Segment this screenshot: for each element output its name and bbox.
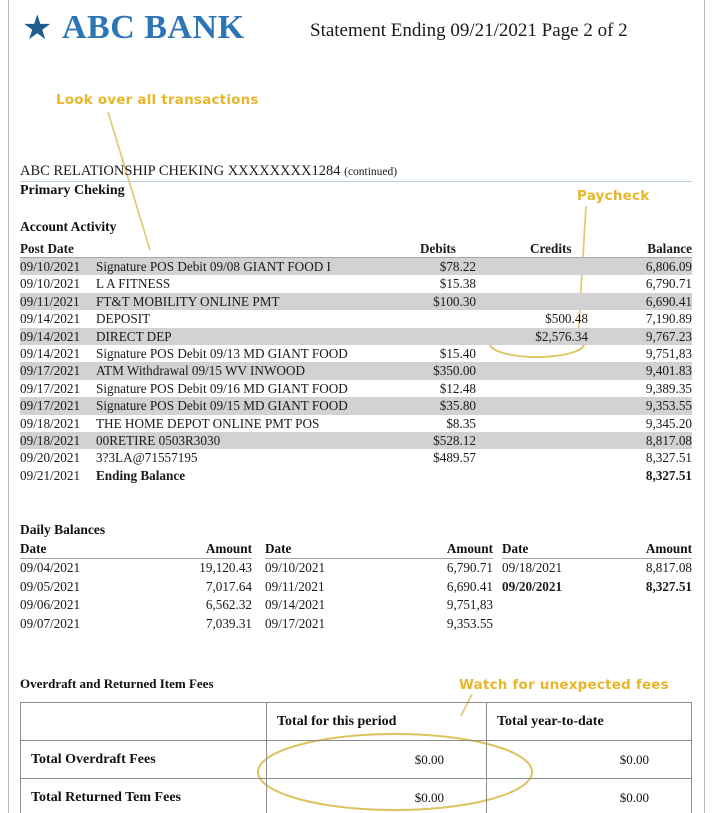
daily-balance-row bbox=[20, 616, 692, 635]
activity-row bbox=[20, 362, 692, 379]
db-col-amount-3: Amount bbox=[645, 541, 692, 556]
annotation-paycheck: Paycheck bbox=[577, 188, 650, 204]
activity-cell-description: 00RETIRE 0503R3030 bbox=[96, 432, 221, 448]
activity-cell-description: DEPOSIT bbox=[96, 311, 151, 327]
fees-header-row bbox=[21, 703, 692, 741]
fees-col-ytd: Total year-to-date bbox=[487, 703, 692, 741]
db-underline-3 bbox=[502, 558, 692, 559]
daily-balance-date: 09/18/2021 bbox=[502, 560, 563, 575]
fees-table bbox=[20, 702, 692, 813]
activity-cell-balance: 9,353.55 bbox=[645, 398, 692, 414]
activity-cell-credit: $500.48 bbox=[545, 311, 588, 327]
daily-balance-date: 09/07/2021 bbox=[20, 615, 81, 631]
activity-cell-date: 09/14/2021 bbox=[20, 311, 81, 327]
activity-cell-description: L A FITNESS bbox=[96, 276, 171, 292]
activity-row bbox=[20, 467, 692, 484]
activity-cell-description: FT&T MOBILITY ONLINE PMT bbox=[96, 293, 280, 309]
primary-checking-label: Primary Cheking bbox=[20, 183, 125, 198]
activity-cell-date: 09/18/2021 bbox=[20, 415, 81, 431]
fees-row-label: Total Returned Tem Fees bbox=[21, 779, 267, 813]
activity-cell-balance: 6,806.09 bbox=[645, 259, 692, 274]
activity-cell-date: 09/11/2021 bbox=[20, 293, 80, 309]
activity-cell-description: Signature POS Debit 09/08 GIANT FOOD I bbox=[96, 259, 331, 274]
activity-cell-description: ATM Withdrawal 09/15 WV INWOOD bbox=[96, 363, 305, 379]
activity-row bbox=[20, 345, 692, 362]
daily-balance-amount: 8,817.08 bbox=[645, 560, 692, 575]
daily-balance-amount: 19,120.43 bbox=[199, 560, 252, 575]
activity-col-post-date: Post Date bbox=[20, 241, 74, 256]
daily-balance-amount: 9,751,83 bbox=[446, 597, 493, 613]
daily-balance-amount: 6,690.41 bbox=[446, 578, 493, 594]
activity-col-debits: Debits bbox=[420, 241, 456, 256]
daily-balance-date: 09/14/2021 bbox=[265, 597, 326, 613]
daily-balance-date: 09/17/2021 bbox=[265, 615, 326, 631]
activity-cell-debit: $8.35 bbox=[446, 415, 476, 431]
activity-cell-date: 09/10/2021 bbox=[20, 276, 81, 292]
activity-row bbox=[20, 275, 692, 292]
daily-balance-row bbox=[20, 597, 692, 616]
activity-cell-balance: 9,389.35 bbox=[645, 380, 692, 396]
db-underline-1 bbox=[20, 558, 252, 559]
statement-ending-label: Statement Ending 09/21/2021 Page 2 of 2 bbox=[310, 20, 628, 41]
fees-row-ytd-value: $0.00 bbox=[487, 779, 692, 813]
daily-balance-amount: 7,017.64 bbox=[205, 578, 252, 594]
activity-cell-date: 09/14/2021 bbox=[20, 328, 81, 344]
activity-cell-date: 09/18/2021 bbox=[20, 432, 81, 448]
statement-header bbox=[0, 0, 720, 60]
activity-cell-debit: $489.57 bbox=[433, 450, 476, 466]
fees-col-period: Total for this period bbox=[267, 703, 487, 741]
activity-cell-description: Signature POS Debit 09/13 MD GIANT FOOD bbox=[96, 345, 348, 361]
account-title-continued: (continued) bbox=[344, 166, 398, 178]
activity-row bbox=[20, 449, 692, 466]
fees-row-period-value: $0.00 bbox=[267, 741, 487, 779]
activity-cell-date: 09/17/2021 bbox=[20, 363, 81, 379]
activity-cell-balance: 9,345.20 bbox=[645, 415, 692, 431]
db-col-amount-1: Amount bbox=[205, 541, 252, 556]
activity-cell-debit: $350.00 bbox=[433, 363, 476, 379]
db-col-date-2: Date bbox=[265, 541, 292, 556]
activity-row bbox=[20, 432, 692, 449]
activity-cell-balance: 8,817.08 bbox=[645, 432, 692, 448]
activity-col-balance: Balance bbox=[647, 241, 692, 256]
daily-balance-date: 09/10/2021 bbox=[265, 560, 326, 575]
activity-cell-date: 09/20/2021 bbox=[20, 450, 81, 466]
daily-balance-date: 09/05/2021 bbox=[20, 578, 81, 594]
activity-cell-date: 09/17/2021 bbox=[20, 380, 81, 396]
bank-logo-text: ABC BANK bbox=[62, 9, 245, 46]
activity-row bbox=[20, 293, 692, 310]
fees-row-label: Total Overdraft Fees bbox=[21, 741, 267, 779]
activity-cell-debit: $15.40 bbox=[439, 345, 476, 361]
activity-cell-debit: $12.48 bbox=[439, 380, 476, 396]
daily-balance-amount: 6,790.71 bbox=[446, 560, 493, 575]
activity-cell-description: 3?3LA@71557195 bbox=[96, 450, 198, 466]
fees-row bbox=[21, 779, 692, 813]
db-col-date-1: Date bbox=[20, 541, 47, 556]
activity-cell-debit: $528.12 bbox=[433, 432, 476, 448]
activity-cell-balance: 6,790.71 bbox=[645, 276, 692, 292]
activity-cell-debit: $15.38 bbox=[439, 276, 476, 292]
db-col-amount-2: Amount bbox=[446, 541, 493, 556]
activity-cell-balance: 9,767.23 bbox=[645, 328, 692, 344]
fees-heading: Overdraft and Returned Item Fees bbox=[20, 676, 214, 691]
daily-balances-header-row bbox=[20, 541, 692, 560]
fees-row-period-value: $0.00 bbox=[267, 779, 487, 813]
activity-cell-date: 09/21/2021 bbox=[20, 467, 81, 483]
daily-balance-date: 09/11/2021 bbox=[265, 578, 325, 594]
activity-cell-description: THE HOME DEPOT ONLINE PMT POS bbox=[96, 415, 320, 431]
activity-cell-description: DIRECT DEP bbox=[96, 328, 172, 344]
activity-row bbox=[20, 415, 692, 432]
activity-row bbox=[20, 380, 692, 397]
db-col-date-3: Date bbox=[502, 541, 529, 556]
activity-cell-date: 09/14/2021 bbox=[20, 345, 81, 361]
activity-cell-debit: $100.30 bbox=[433, 293, 476, 309]
activity-row bbox=[20, 397, 692, 414]
account-activity-heading: Account Activity bbox=[20, 219, 117, 234]
account-title bbox=[20, 163, 397, 180]
activity-row bbox=[20, 310, 692, 327]
activity-cell-balance: 9,751,83 bbox=[645, 345, 692, 361]
activity-cell-description: Ending Balance bbox=[96, 467, 186, 483]
annotation-watch-fees: Watch for unexpected fees bbox=[459, 677, 669, 693]
db-underline-2 bbox=[265, 558, 493, 559]
daily-balance-date: 09/04/2021 bbox=[20, 560, 81, 575]
account-title-rule bbox=[20, 181, 692, 182]
activity-cell-description: Signature POS Debit 09/15 MD GIANT FOOD bbox=[96, 398, 348, 414]
daily-balances-table bbox=[20, 541, 692, 634]
activity-cell-balance: 7,190.89 bbox=[645, 311, 692, 327]
activity-cell-date: 09/17/2021 bbox=[20, 398, 81, 414]
activity-cell-balance: 8,327.51 bbox=[645, 467, 692, 483]
annotation-look-over-transactions: Look over all transactions bbox=[56, 92, 259, 108]
activity-cell-debit: $78.22 bbox=[439, 259, 476, 274]
account-title-text: ABC RELATIONSHIP CHEKING XXXXXXXX1284 bbox=[20, 163, 341, 179]
daily-balance-amount: 9,353.55 bbox=[446, 615, 493, 631]
daily-balance-amount: 7,039.31 bbox=[205, 615, 252, 631]
activity-cell-date: 09/10/2021 bbox=[20, 259, 81, 274]
activity-cell-credit: $2,576.34 bbox=[535, 328, 588, 344]
account-activity-table bbox=[20, 240, 692, 484]
daily-balance-amount: 8,327.51 bbox=[645, 578, 692, 594]
activity-col-credits: Credits bbox=[530, 241, 572, 256]
activity-cell-description: Signature POS Debit 09/16 MD GIANT FOOD bbox=[96, 380, 348, 396]
fees-row-ytd-value: $0.00 bbox=[487, 741, 692, 779]
activity-cell-balance: 6,690.41 bbox=[645, 293, 692, 309]
activity-cell-balance: 8,327.51 bbox=[645, 450, 692, 466]
activity-header-row bbox=[20, 240, 692, 258]
activity-cell-balance: 9,401.83 bbox=[645, 363, 692, 379]
activity-row bbox=[20, 328, 692, 345]
star-icon: ★ bbox=[22, 10, 53, 47]
fees-row bbox=[21, 741, 692, 779]
daily-balance-amount: 6,562.32 bbox=[205, 597, 252, 613]
daily-balance-row bbox=[20, 579, 692, 598]
activity-row bbox=[20, 258, 692, 275]
daily-balances-heading: Daily Balances bbox=[20, 522, 106, 537]
activity-cell-debit: $35.80 bbox=[439, 398, 476, 414]
fees-col-blank bbox=[21, 703, 267, 741]
daily-balance-row bbox=[20, 560, 692, 579]
daily-balance-date: 09/20/2021 bbox=[502, 578, 563, 594]
daily-balance-date: 09/06/2021 bbox=[20, 597, 81, 613]
